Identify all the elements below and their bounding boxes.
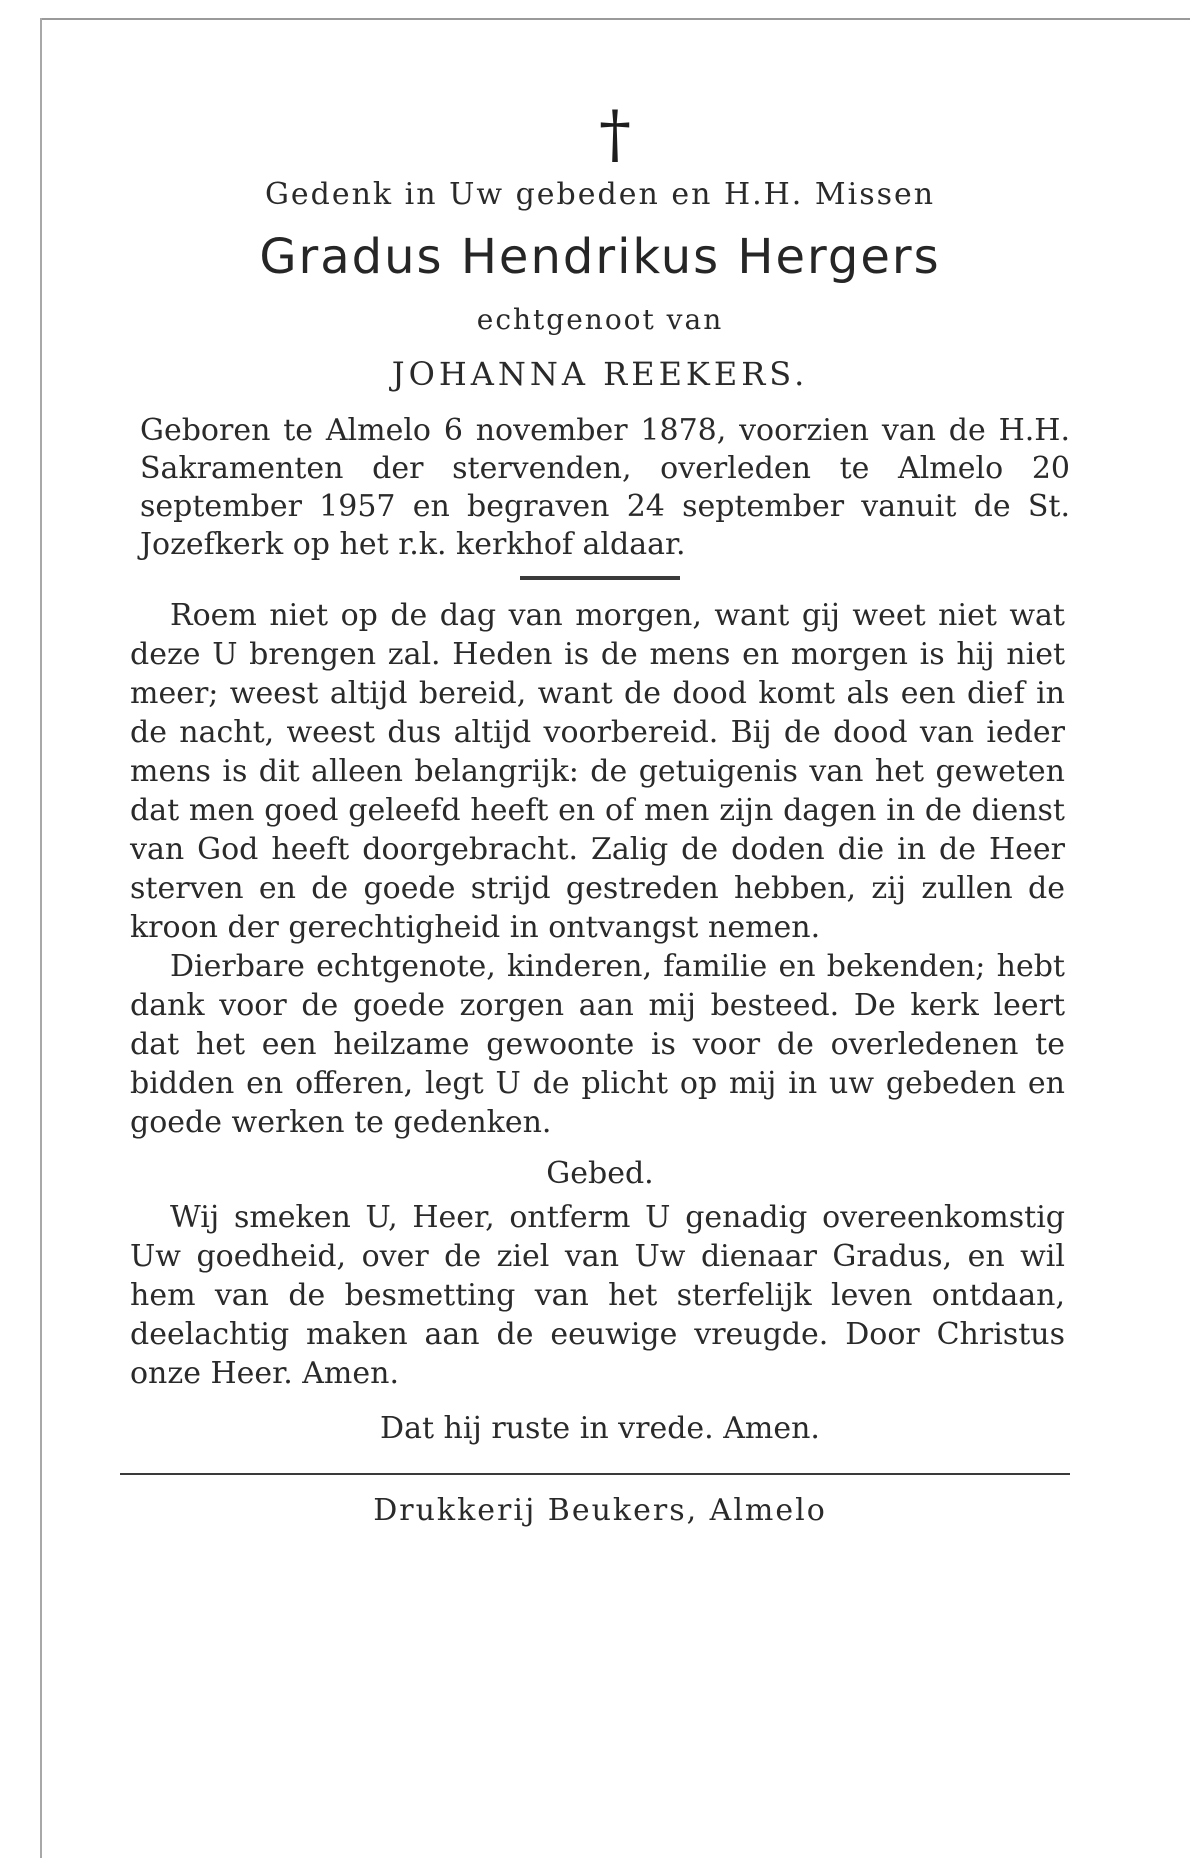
intro-line: Gedenk in Uw gebeden en H.H. Missen [264,177,936,212]
footer-rule [120,1473,1070,1475]
prayer-text: Wij smeken U, Heer, ontferm U genadig overeenkomstig Uw goedheid, over de ziel van Uw dienaar Gradus, en wil hem van de besmetting van het sterfelijk leven ontdaan, deelachtig maken aan de eeuwige vreugde. Door Christus onze Heer. Amen. [130,1200,1065,1391]
spouse-label: echtgenoot van [476,303,724,336]
section-divider [520,576,680,580]
farewell-text: Dierbare echtgenote, kinderen, familie en bekenden; hebt dank voor de goede zorgen aan mij besteed. De kerk leert dat het een heilzame gewoonte is voor de overledenen te bidden en offeren, legt U de plicht op mij in uw gebeden en goede werken te gedenken. [130,949,1065,1140]
meditation-block [120,596,1080,1142]
printer-credit: Drukkerij Beukers, Almelo [373,1493,827,1528]
card-edge-left [40,18,42,1858]
biography [120,412,1080,564]
prayer-block [120,1198,1080,1393]
cross-icon: † [599,98,631,172]
meditation-text: Roem niet op de dag van morgen, want gij weet niet wat deze U brengen zal. Heden is de mens en morgen is hij niet meer; weest altijd bereid, want de dood komt als een dief in de nacht, weest dus altijd voorbereid. Bij de dood van ieder mens is dit alleen belangrijk: de getuigenis van het geweten dat men goed geleefd heeft en of men zijn dagen in de dienst van God heeft doorgebracht. Zalig de doden die in de Heer sterven en de goede strijd gestreden hebben, zij zullen de kroon der gerechtigheid in ontvangst nemen. [130,598,1065,945]
prayer-title: Gebed. [546,1156,654,1191]
card-edge-top [40,18,1190,20]
spouse-name: JOHANNA REEKERS. [391,355,809,393]
closing-line: Dat hij ruste in vrede. Amen. [380,1411,820,1446]
memorial-card [120,100,1080,1528]
deceased-name: Gradus Hendrikus Hergers [259,229,941,285]
biography-text: Geboren te Almelo 6 november 1878, voorzien van de H.H. Sakramenten der stervenden, overleden te Almelo 20 september 1957 en begraven 24 september vanuit de St. Jozefkerk op het r.k. kerkhof aldaar. [140,413,1070,562]
